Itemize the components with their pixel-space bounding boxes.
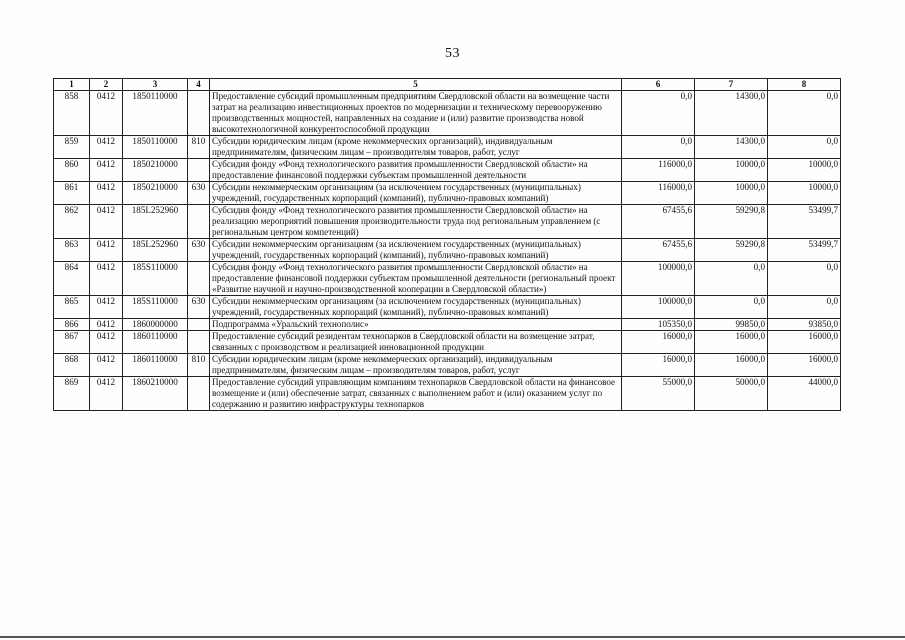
section-code: 0412: [90, 205, 123, 239]
expense-type-code: 810: [188, 354, 210, 377]
table-row: [54, 296, 841, 319]
row-number: 864: [54, 262, 90, 296]
table-row: [54, 262, 841, 296]
expense-type-code: 810: [188, 136, 210, 159]
amount-col-7: 14300,0: [695, 136, 768, 159]
amount-col-8: 0,0: [768, 262, 841, 296]
column-header-8: 8: [768, 79, 841, 91]
section-code: 0412: [90, 136, 123, 159]
row-number: 859: [54, 136, 90, 159]
amount-col-8: 53499,7: [768, 205, 841, 239]
amount-col-6: 100000,0: [622, 296, 695, 319]
row-number: 862: [54, 205, 90, 239]
amount-col-6: 100000,0: [622, 262, 695, 296]
amount-col-6: 16000,0: [622, 354, 695, 377]
section-code: 0412: [90, 331, 123, 354]
article-code: 1850210000: [123, 182, 188, 205]
amount-col-7: 16000,0: [695, 331, 768, 354]
amount-col-6: 105350,0: [622, 319, 695, 331]
amount-col-7: 10000,0: [695, 182, 768, 205]
amount-col-8: 10000,0: [768, 159, 841, 182]
row-description: Субсидия фонду «Фонд технологического развития промышленности Свердловской области» на предоставление финансовой поддержки субъектам промышленной деятельности: [210, 159, 622, 182]
row-description: Субсидии юридическим лицам (кроме некоммерческих организаций), индивидуальным предпринимателям, физическим лицам – производителям товаров, работ, услуг: [210, 354, 622, 377]
amount-col-8: 0,0: [768, 296, 841, 319]
amount-col-8: 93850,0: [768, 319, 841, 331]
row-number: 867: [54, 331, 90, 354]
table-row: [54, 331, 841, 354]
row-description: Субсидия фонду «Фонд технологического развития промышленности Свердловской области» на реализацию мероприятий повышения производительности труда под региональным управлением (с региональным центром компетенций): [210, 205, 622, 239]
row-number: 868: [54, 354, 90, 377]
column-header-5: 5: [210, 79, 622, 91]
row-number: 863: [54, 239, 90, 262]
expense-type-code: [188, 91, 210, 136]
column-header-4: 4: [188, 79, 210, 91]
expense-type-code: [188, 319, 210, 331]
article-code: 1860210000: [123, 377, 188, 411]
amount-col-8: 44000,0: [768, 377, 841, 411]
page-number: 53: [445, 46, 460, 61]
expense-type-code: [188, 262, 210, 296]
row-number: 865: [54, 296, 90, 319]
budget-table: [53, 78, 841, 411]
amount-col-8: 53499,7: [768, 239, 841, 262]
row-description: Субсидия фонду «Фонд технологического развития промышленности Свердловской области» на предоставление финансовой поддержки субъектам промышленной деятельности (региональный проект «Развитие научной и научно-производственной кооперации в Свердловской области»): [210, 262, 622, 296]
article-code: 1860000000: [123, 319, 188, 331]
amount-col-6: 55000,0: [622, 377, 695, 411]
amount-col-7: 14300,0: [695, 91, 768, 136]
section-code: 0412: [90, 262, 123, 296]
section-code: 0412: [90, 159, 123, 182]
amount-col-6: 0,0: [622, 136, 695, 159]
amount-col-6: 16000,0: [622, 331, 695, 354]
article-code: 1850110000: [123, 136, 188, 159]
section-code: 0412: [90, 239, 123, 262]
article-code: 1860110000: [123, 331, 188, 354]
amount-col-7: 0,0: [695, 296, 768, 319]
row-description: Предоставление субсидий управляющим компаниям технопарков Свердловской области на финансовое возмещение и (или) обеспечение затрат, связанных с выполнением работ и (или) оказанием услуг по содержанию и развитию инфраструктуры технопарков: [210, 377, 622, 411]
amount-col-8: 0,0: [768, 91, 841, 136]
amount-col-6: 0,0: [622, 91, 695, 136]
section-code: 0412: [90, 354, 123, 377]
expense-type-code: [188, 377, 210, 411]
row-description: Субсидии юридическим лицам (кроме некоммерческих организаций), индивидуальным предпринимателям, физическим лицам – производителям товаров, работ, услуг: [210, 136, 622, 159]
table-row: [54, 319, 841, 331]
row-description: Субсидии некоммерческим организациям (за исключением государственных (муниципальных) учреждений, государственных корпораций (компаний), публично-правовых компаний): [210, 296, 622, 319]
article-code: 1850210000: [123, 159, 188, 182]
expense-type-code: [188, 159, 210, 182]
amount-col-6: 116000,0: [622, 182, 695, 205]
expense-type-code: 630: [188, 296, 210, 319]
amount-col-7: 0,0: [695, 262, 768, 296]
amount-col-7: 59290,8: [695, 239, 768, 262]
amount-col-8: 0,0: [768, 136, 841, 159]
row-description: Подпрограмма «Уральский технополис»: [210, 319, 622, 331]
table-row: [54, 354, 841, 377]
row-description: Субсидии некоммерческим организациям (за исключением государственных (муниципальных) учреждений, государственных корпораций (компаний), публично-правовых компаний): [210, 182, 622, 205]
amount-col-7: 16000,0: [695, 354, 768, 377]
expense-type-code: 630: [188, 239, 210, 262]
row-number: 866: [54, 319, 90, 331]
amount-col-6: 67455,6: [622, 205, 695, 239]
amount-col-7: 59290,8: [695, 205, 768, 239]
section-code: 0412: [90, 377, 123, 411]
table-row: [54, 377, 841, 411]
amount-col-7: 99850,0: [695, 319, 768, 331]
row-description: Предоставление субсидий резидентам технопарков в Свердловской области на возмещение затрат, связанных с производством и реализацией инновационной продукции: [210, 331, 622, 354]
article-code: 185L252960: [123, 239, 188, 262]
expense-type-code: 630: [188, 182, 210, 205]
column-header-2: 2: [90, 79, 123, 91]
section-code: 0412: [90, 296, 123, 319]
article-code: 1850110000: [123, 91, 188, 136]
article-code: 185L252960: [123, 205, 188, 239]
table-row: [54, 91, 841, 136]
column-header-1: 1: [54, 79, 90, 91]
table-header-row: [54, 79, 841, 91]
amount-col-7: 50000,0: [695, 377, 768, 411]
amount-col-6: 116000,0: [622, 159, 695, 182]
amount-col-8: 16000,0: [768, 354, 841, 377]
expense-type-code: [188, 205, 210, 239]
amount-col-7: 10000,0: [695, 159, 768, 182]
table-row: [54, 136, 841, 159]
column-header-7: 7: [695, 79, 768, 91]
row-number: 869: [54, 377, 90, 411]
article-code: 1860110000: [123, 354, 188, 377]
section-code: 0412: [90, 91, 123, 136]
row-description: Предоставление субсидий промышленным предприятиям Свердловской области на возмещение части затрат на реализацию инвестиционных проектов по модернизации и техническому перевооружению производственных мощностей, направленных на создание и (или) развитие производства новой высокотехнологичной конкурентоспособной продукции: [210, 91, 622, 136]
section-code: 0412: [90, 182, 123, 205]
table-row: [54, 159, 841, 182]
column-header-3: 3: [123, 79, 188, 91]
row-number: 858: [54, 91, 90, 136]
table-row: [54, 239, 841, 262]
row-description: Субсидии некоммерческим организациям (за исключением государственных (муниципальных) учреждений, государственных корпораций (компаний), публично-правовых компаний): [210, 239, 622, 262]
table-row: [54, 205, 841, 239]
row-number: 861: [54, 182, 90, 205]
column-header-6: 6: [622, 79, 695, 91]
expense-type-code: [188, 331, 210, 354]
article-code: 185S110000: [123, 296, 188, 319]
amount-col-8: 10000,0: [768, 182, 841, 205]
page-bottom-edge: [0, 636, 905, 638]
table-row: [54, 182, 841, 205]
section-code: 0412: [90, 319, 123, 331]
amount-col-8: 16000,0: [768, 331, 841, 354]
row-number: 860: [54, 159, 90, 182]
article-code: 185S110000: [123, 262, 188, 296]
amount-col-6: 67455,6: [622, 239, 695, 262]
